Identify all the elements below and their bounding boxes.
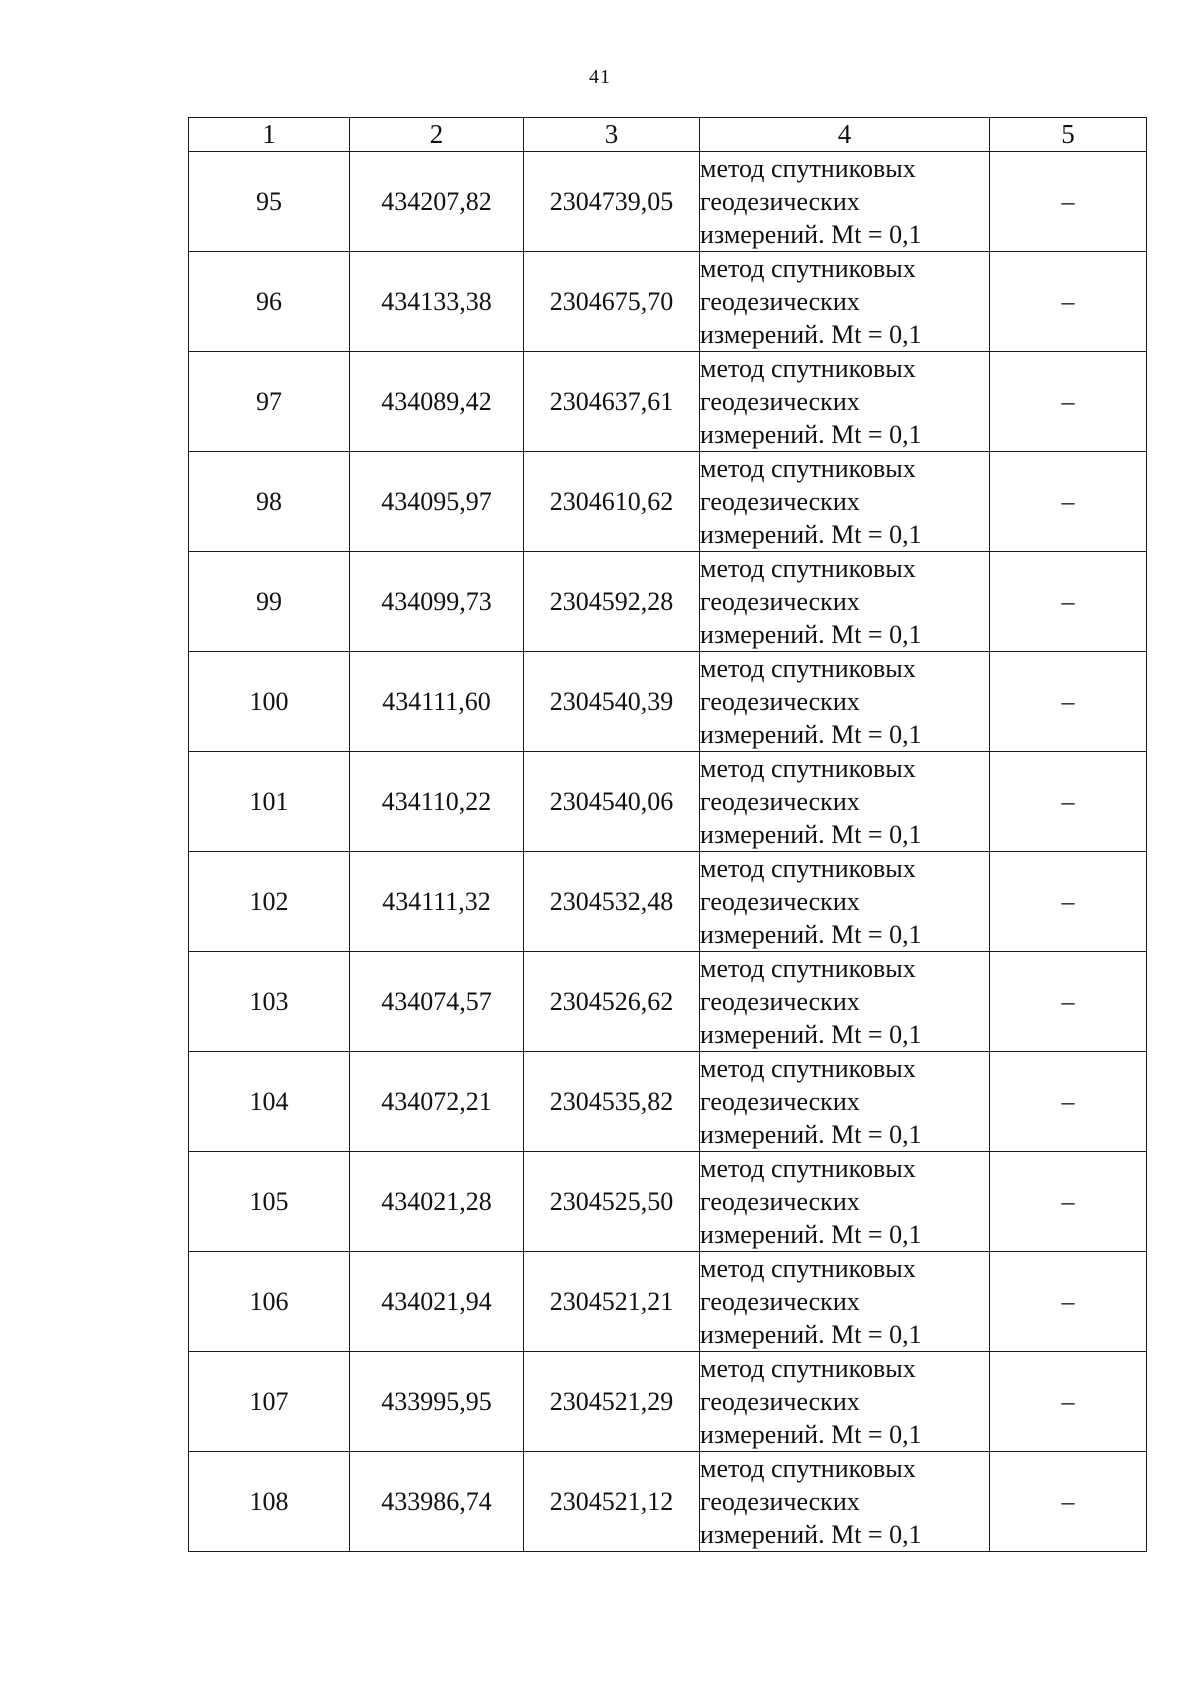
column-5-cell: – (990, 452, 1147, 552)
y-coordinate-cell: 2304540,39 (524, 652, 700, 752)
x-coordinate-cell: 434110,22 (350, 752, 524, 852)
x-coordinate-cell: 434207,82 (350, 152, 524, 252)
method-line: метод спутниковых (700, 1254, 916, 1283)
point-number-cell: 104 (189, 1052, 350, 1152)
table-row (189, 1252, 1147, 1352)
table-row (189, 652, 1147, 752)
column-header-4: 4 (700, 118, 990, 152)
point-number-cell: 105 (189, 1152, 350, 1252)
method-line: метод спутниковых (700, 954, 916, 983)
method-line: измерений. Mt = 0,1 (700, 620, 922, 649)
method-cell (700, 552, 990, 652)
method-line: измерений. Mt = 0,1 (700, 220, 922, 249)
table-row (189, 252, 1147, 352)
method-line: измерений. Mt = 0,1 (700, 720, 922, 749)
x-coordinate-cell: 434095,97 (350, 452, 524, 552)
column-5-cell: – (990, 852, 1147, 952)
method-line: геодезических (700, 887, 860, 916)
x-coordinate-cell: 434074,57 (350, 952, 524, 1052)
y-coordinate-cell: 2304592,28 (524, 552, 700, 652)
method-cell (700, 352, 990, 452)
method-line: геодезических (700, 687, 860, 716)
method-line: геодезических (700, 487, 860, 516)
x-coordinate-cell: 433995,95 (350, 1352, 524, 1452)
page-number: 41 (589, 66, 611, 88)
point-number-cell: 107 (189, 1352, 350, 1452)
table-row (189, 1352, 1147, 1452)
method-line: измерений. Mt = 0,1 (700, 1220, 922, 1249)
method-line: измерений. Mt = 0,1 (700, 320, 922, 349)
method-cell (700, 652, 990, 752)
column-5-cell: – (990, 1152, 1147, 1252)
method-line: измерений. Mt = 0,1 (700, 1320, 922, 1349)
y-coordinate-cell: 2304739,05 (524, 152, 700, 252)
y-coordinate-cell: 2304675,70 (524, 252, 700, 352)
table-row (189, 1052, 1147, 1152)
table-row (189, 952, 1147, 1052)
point-number-cell: 99 (189, 552, 350, 652)
column-5-cell: – (990, 1452, 1147, 1552)
y-coordinate-cell: 2304521,21 (524, 1252, 700, 1352)
table-body (189, 152, 1147, 1552)
y-coordinate-cell: 2304532,48 (524, 852, 700, 952)
column-5-cell: – (990, 652, 1147, 752)
column-5-cell: – (990, 1352, 1147, 1452)
table-header-row (189, 118, 1147, 152)
method-line: метод спутниковых (700, 1454, 916, 1483)
table-row (189, 1152, 1147, 1252)
method-line: геодезических (700, 387, 860, 416)
method-line: измерений. Mt = 0,1 (700, 1120, 922, 1149)
method-cell (700, 1052, 990, 1152)
coordinates-table (188, 117, 1147, 1552)
method-line: метод спутниковых (700, 654, 916, 683)
x-coordinate-cell: 434021,94 (350, 1252, 524, 1352)
point-number-cell: 108 (189, 1452, 350, 1552)
method-line: метод спутниковых (700, 1354, 916, 1383)
method-line: метод спутниковых (700, 254, 916, 283)
method-cell (700, 752, 990, 852)
method-line: геодезических (700, 787, 860, 816)
y-coordinate-cell: 2304540,06 (524, 752, 700, 852)
method-line: геодезических (700, 1487, 860, 1516)
y-coordinate-cell: 2304521,29 (524, 1352, 700, 1452)
method-line: метод спутниковых (700, 1054, 916, 1083)
method-line: метод спутниковых (700, 854, 916, 883)
x-coordinate-cell: 433986,74 (350, 1452, 524, 1552)
point-number-cell: 95 (189, 152, 350, 252)
column-header-5: 5 (990, 118, 1147, 152)
method-line: метод спутниковых (700, 354, 916, 383)
column-5-cell: – (990, 252, 1147, 352)
y-coordinate-cell: 2304610,62 (524, 452, 700, 552)
x-coordinate-cell: 434133,38 (350, 252, 524, 352)
table-row (189, 152, 1147, 252)
method-line: измерений. Mt = 0,1 (700, 520, 922, 549)
method-line: измерений. Mt = 0,1 (700, 1420, 922, 1449)
method-cell (700, 252, 990, 352)
column-5-cell: – (990, 552, 1147, 652)
y-coordinate-cell: 2304535,82 (524, 1052, 700, 1152)
x-coordinate-cell: 434089,42 (350, 352, 524, 452)
method-line: геодезических (700, 1187, 860, 1216)
table-row (189, 352, 1147, 452)
x-coordinate-cell: 434111,60 (350, 652, 524, 752)
point-number-cell: 98 (189, 452, 350, 552)
method-line: метод спутниковых (700, 754, 916, 783)
point-number-cell: 103 (189, 952, 350, 1052)
column-header-3: 3 (524, 118, 700, 152)
method-line: метод спутниковых (700, 154, 916, 183)
y-coordinate-cell: 2304526,62 (524, 952, 700, 1052)
y-coordinate-cell: 2304521,12 (524, 1452, 700, 1552)
point-number-cell: 102 (189, 852, 350, 952)
table-row (189, 452, 1147, 552)
method-line: геодезических (700, 1287, 860, 1316)
y-coordinate-cell: 2304637,61 (524, 352, 700, 452)
method-line: измерений. Mt = 0,1 (700, 1520, 922, 1549)
column-5-cell: – (990, 752, 1147, 852)
column-5-cell: – (990, 1052, 1147, 1152)
x-coordinate-cell: 434111,32 (350, 852, 524, 952)
method-line: геодезических (700, 587, 860, 616)
column-header-1: 1 (189, 118, 350, 152)
method-line: геодезических (700, 1087, 860, 1116)
method-cell (700, 1252, 990, 1352)
method-cell (700, 1352, 990, 1452)
method-cell (700, 852, 990, 952)
method-line: метод спутниковых (700, 554, 916, 583)
method-line: измерений. Mt = 0,1 (700, 820, 922, 849)
column-5-cell: – (990, 952, 1147, 1052)
point-number-cell: 96 (189, 252, 350, 352)
column-5-cell: – (990, 1252, 1147, 1352)
method-line: измерений. Mt = 0,1 (700, 1020, 922, 1049)
table-row (189, 852, 1147, 952)
column-5-cell: – (990, 152, 1147, 252)
point-number-cell: 101 (189, 752, 350, 852)
method-line: измерений. Mt = 0,1 (700, 420, 922, 449)
method-cell (700, 1452, 990, 1552)
method-cell (700, 1152, 990, 1252)
table-row (189, 1452, 1147, 1552)
table-row (189, 752, 1147, 852)
method-cell (700, 952, 990, 1052)
method-line: измерений. Mt = 0,1 (700, 920, 922, 949)
point-number-cell: 100 (189, 652, 350, 752)
method-line: геодезических (700, 987, 860, 1016)
method-line: метод спутниковых (700, 1154, 916, 1183)
x-coordinate-cell: 434099,73 (350, 552, 524, 652)
method-line: метод спутниковых (700, 454, 916, 483)
method-line: геодезических (700, 287, 860, 316)
method-line: геодезических (700, 187, 860, 216)
x-coordinate-cell: 434021,28 (350, 1152, 524, 1252)
point-number-cell: 97 (189, 352, 350, 452)
point-number-cell: 106 (189, 1252, 350, 1352)
method-cell (700, 452, 990, 552)
method-line: геодезических (700, 1387, 860, 1416)
x-coordinate-cell: 434072,21 (350, 1052, 524, 1152)
table-row (189, 552, 1147, 652)
column-5-cell: – (990, 352, 1147, 452)
column-header-2: 2 (350, 118, 524, 152)
method-cell (700, 152, 990, 252)
y-coordinate-cell: 2304525,50 (524, 1152, 700, 1252)
